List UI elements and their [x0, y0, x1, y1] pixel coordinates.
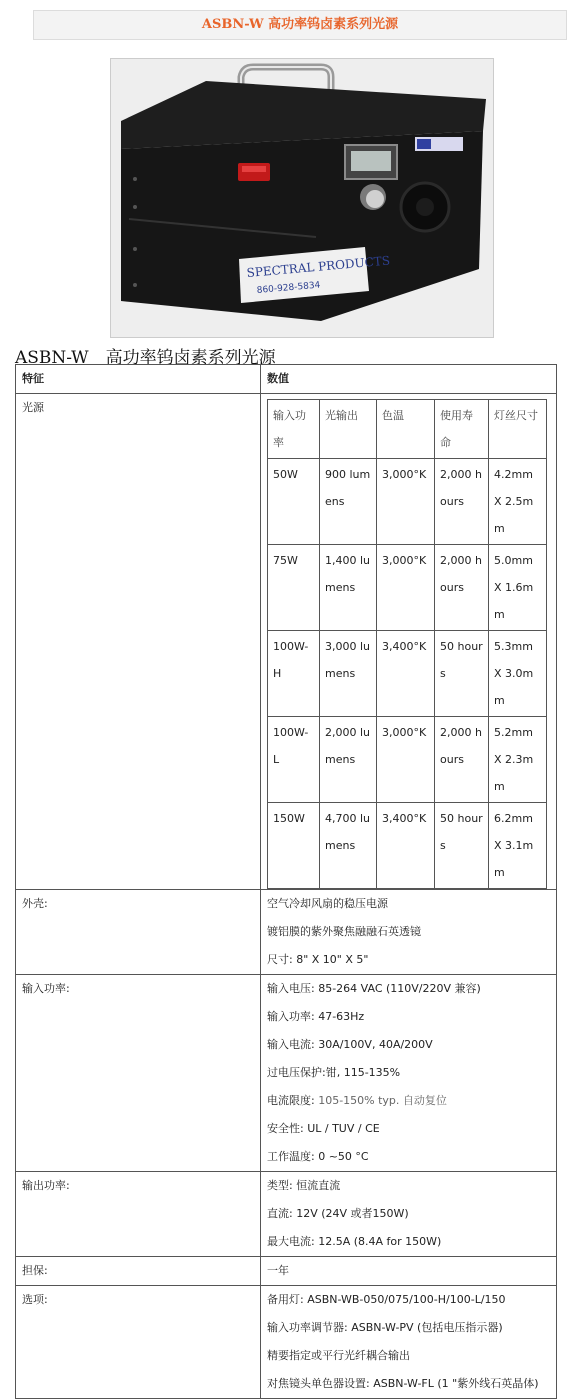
- table-row: [268, 459, 547, 545]
- input-power-line: 输入电压: 85-264 VAC (110V/220V 兼容): [267, 982, 481, 995]
- label-input-power: 输入功率:: [22, 982, 70, 995]
- header-color-temp: 色温: [377, 400, 435, 459]
- photo-label-phone: 860-928-5834: [256, 280, 321, 296]
- cell-life: 50 hours: [435, 631, 489, 717]
- light-source-table: [267, 399, 547, 889]
- current-limit-value: 105-150% typ. 自动复位: [318, 1094, 447, 1107]
- table-row: [268, 803, 547, 889]
- current-limit-line: [267, 1087, 550, 1115]
- document-title: ASBN-W 高功率钨卤素系列光源: [15, 348, 276, 368]
- table-row: [268, 631, 547, 717]
- row-input-power: [16, 975, 557, 1172]
- label-options: 选项:: [22, 1293, 48, 1306]
- row-warranty: [16, 1257, 557, 1286]
- label-warranty: 担保:: [22, 1264, 48, 1277]
- cell-size: 6.2mm X 3.1mm: [489, 803, 547, 889]
- column-header-feature: 特征: [16, 365, 261, 394]
- header-input-power: 输入功率: [268, 400, 320, 459]
- warranty-value: 一年: [267, 1264, 289, 1277]
- cell-life: 2,000 hours: [435, 545, 489, 631]
- cell-output: 1,400 lumens: [320, 545, 377, 631]
- header-lifetime: 使用寿命: [435, 400, 489, 459]
- light-source-header-row: [268, 400, 547, 459]
- cell-size: 5.2mm X 2.3mm: [489, 717, 547, 803]
- option-line: 精要指定或平行光纤耦合输出: [267, 1349, 410, 1362]
- output-power-line: 最大电流: 12.5A (8.4A for 150W): [267, 1235, 442, 1248]
- input-power-line: 工作温度: 0 ~50 °C: [267, 1150, 369, 1163]
- input-power-line: 安全性: UL / TUV / CE: [267, 1122, 380, 1135]
- header-filament-size: 灯丝尺寸: [489, 400, 547, 459]
- table-row: [268, 545, 547, 631]
- header-light-output: 光输出: [320, 400, 377, 459]
- cell-size: 4.2mm X 2.5mm: [489, 459, 547, 545]
- cell-size: 5.0mm X 1.6mm: [489, 545, 547, 631]
- column-header-value: 数值: [261, 365, 557, 394]
- banner-title: ASBN-W 高功率钨卤素系列光源: [33, 10, 567, 40]
- light-source-box-illustration: [111, 59, 493, 337]
- cell-power: 100W-L: [268, 717, 320, 803]
- cell-temp: 3,000°K: [377, 459, 435, 545]
- current-limit-label: 电流限度:: [267, 1094, 319, 1107]
- output-power-line: 直流: 12V (24V 或者150W): [267, 1207, 409, 1220]
- label-light-source: 光源: [22, 401, 44, 414]
- cell-power: 100W-H: [268, 631, 320, 717]
- table-row: [268, 717, 547, 803]
- spec-table: [15, 364, 557, 1399]
- row-options: [16, 1286, 557, 1399]
- spec-table-header: [16, 365, 557, 394]
- cell-output: 4,700 lumens: [320, 803, 377, 889]
- row-housing: [16, 890, 557, 975]
- cell-size: 5.3mm X 3.0mm: [489, 631, 547, 717]
- cell-output: 3,000 lumens: [320, 631, 377, 717]
- label-output-power: 输出功率:: [22, 1179, 70, 1192]
- cell-temp: 3,400°K: [377, 631, 435, 717]
- label-housing: 外壳:: [22, 897, 48, 910]
- cell-output: 2,000 lumens: [320, 717, 377, 803]
- cell-power: 150W: [268, 803, 320, 889]
- option-line: 备用灯: ASBN-WB-050/075/100-H/100-L/150: [267, 1293, 506, 1306]
- option-line: 输入功率调节器: ASBN-W-PV (包括电压指示器): [267, 1321, 503, 1334]
- cell-life: 50 hours: [435, 803, 489, 889]
- cell-life: 2,000 hours: [435, 717, 489, 803]
- cell-output: 900 lumens: [320, 459, 377, 545]
- housing-line: 尺寸: 8" X 10" X 5": [267, 953, 369, 966]
- option-line: 对焦镜头单色器设置: ASBN-W-FL (1 "紫外线石英晶体): [267, 1377, 539, 1390]
- cell-power: 75W: [268, 545, 320, 631]
- photo-label-brand: SPECTRAL PRODUCTS: [246, 253, 391, 280]
- housing-line: 镀铝膜的紫外聚焦融融石英透镜: [267, 925, 421, 938]
- row-output-power: [16, 1172, 557, 1257]
- input-power-line: 过电压保护:钳, 115-135%: [267, 1066, 401, 1079]
- cell-temp: 3,000°K: [377, 545, 435, 631]
- housing-line: 空气冷却风扇的稳压电源: [267, 897, 388, 910]
- output-power-line: 类型: 恒流直流: [267, 1179, 341, 1192]
- cell-life: 2,000 hours: [435, 459, 489, 545]
- cell-power: 50W: [268, 459, 320, 545]
- input-power-line: 输入电流: 30A/100V, 40A/200V: [267, 1038, 433, 1051]
- cell-temp: 3,400°K: [377, 803, 435, 889]
- row-light-source: [16, 394, 557, 890]
- cell-temp: 3,000°K: [377, 717, 435, 803]
- product-photo: [110, 58, 494, 338]
- input-power-line: 输入功率: 47-63Hz: [267, 1010, 365, 1023]
